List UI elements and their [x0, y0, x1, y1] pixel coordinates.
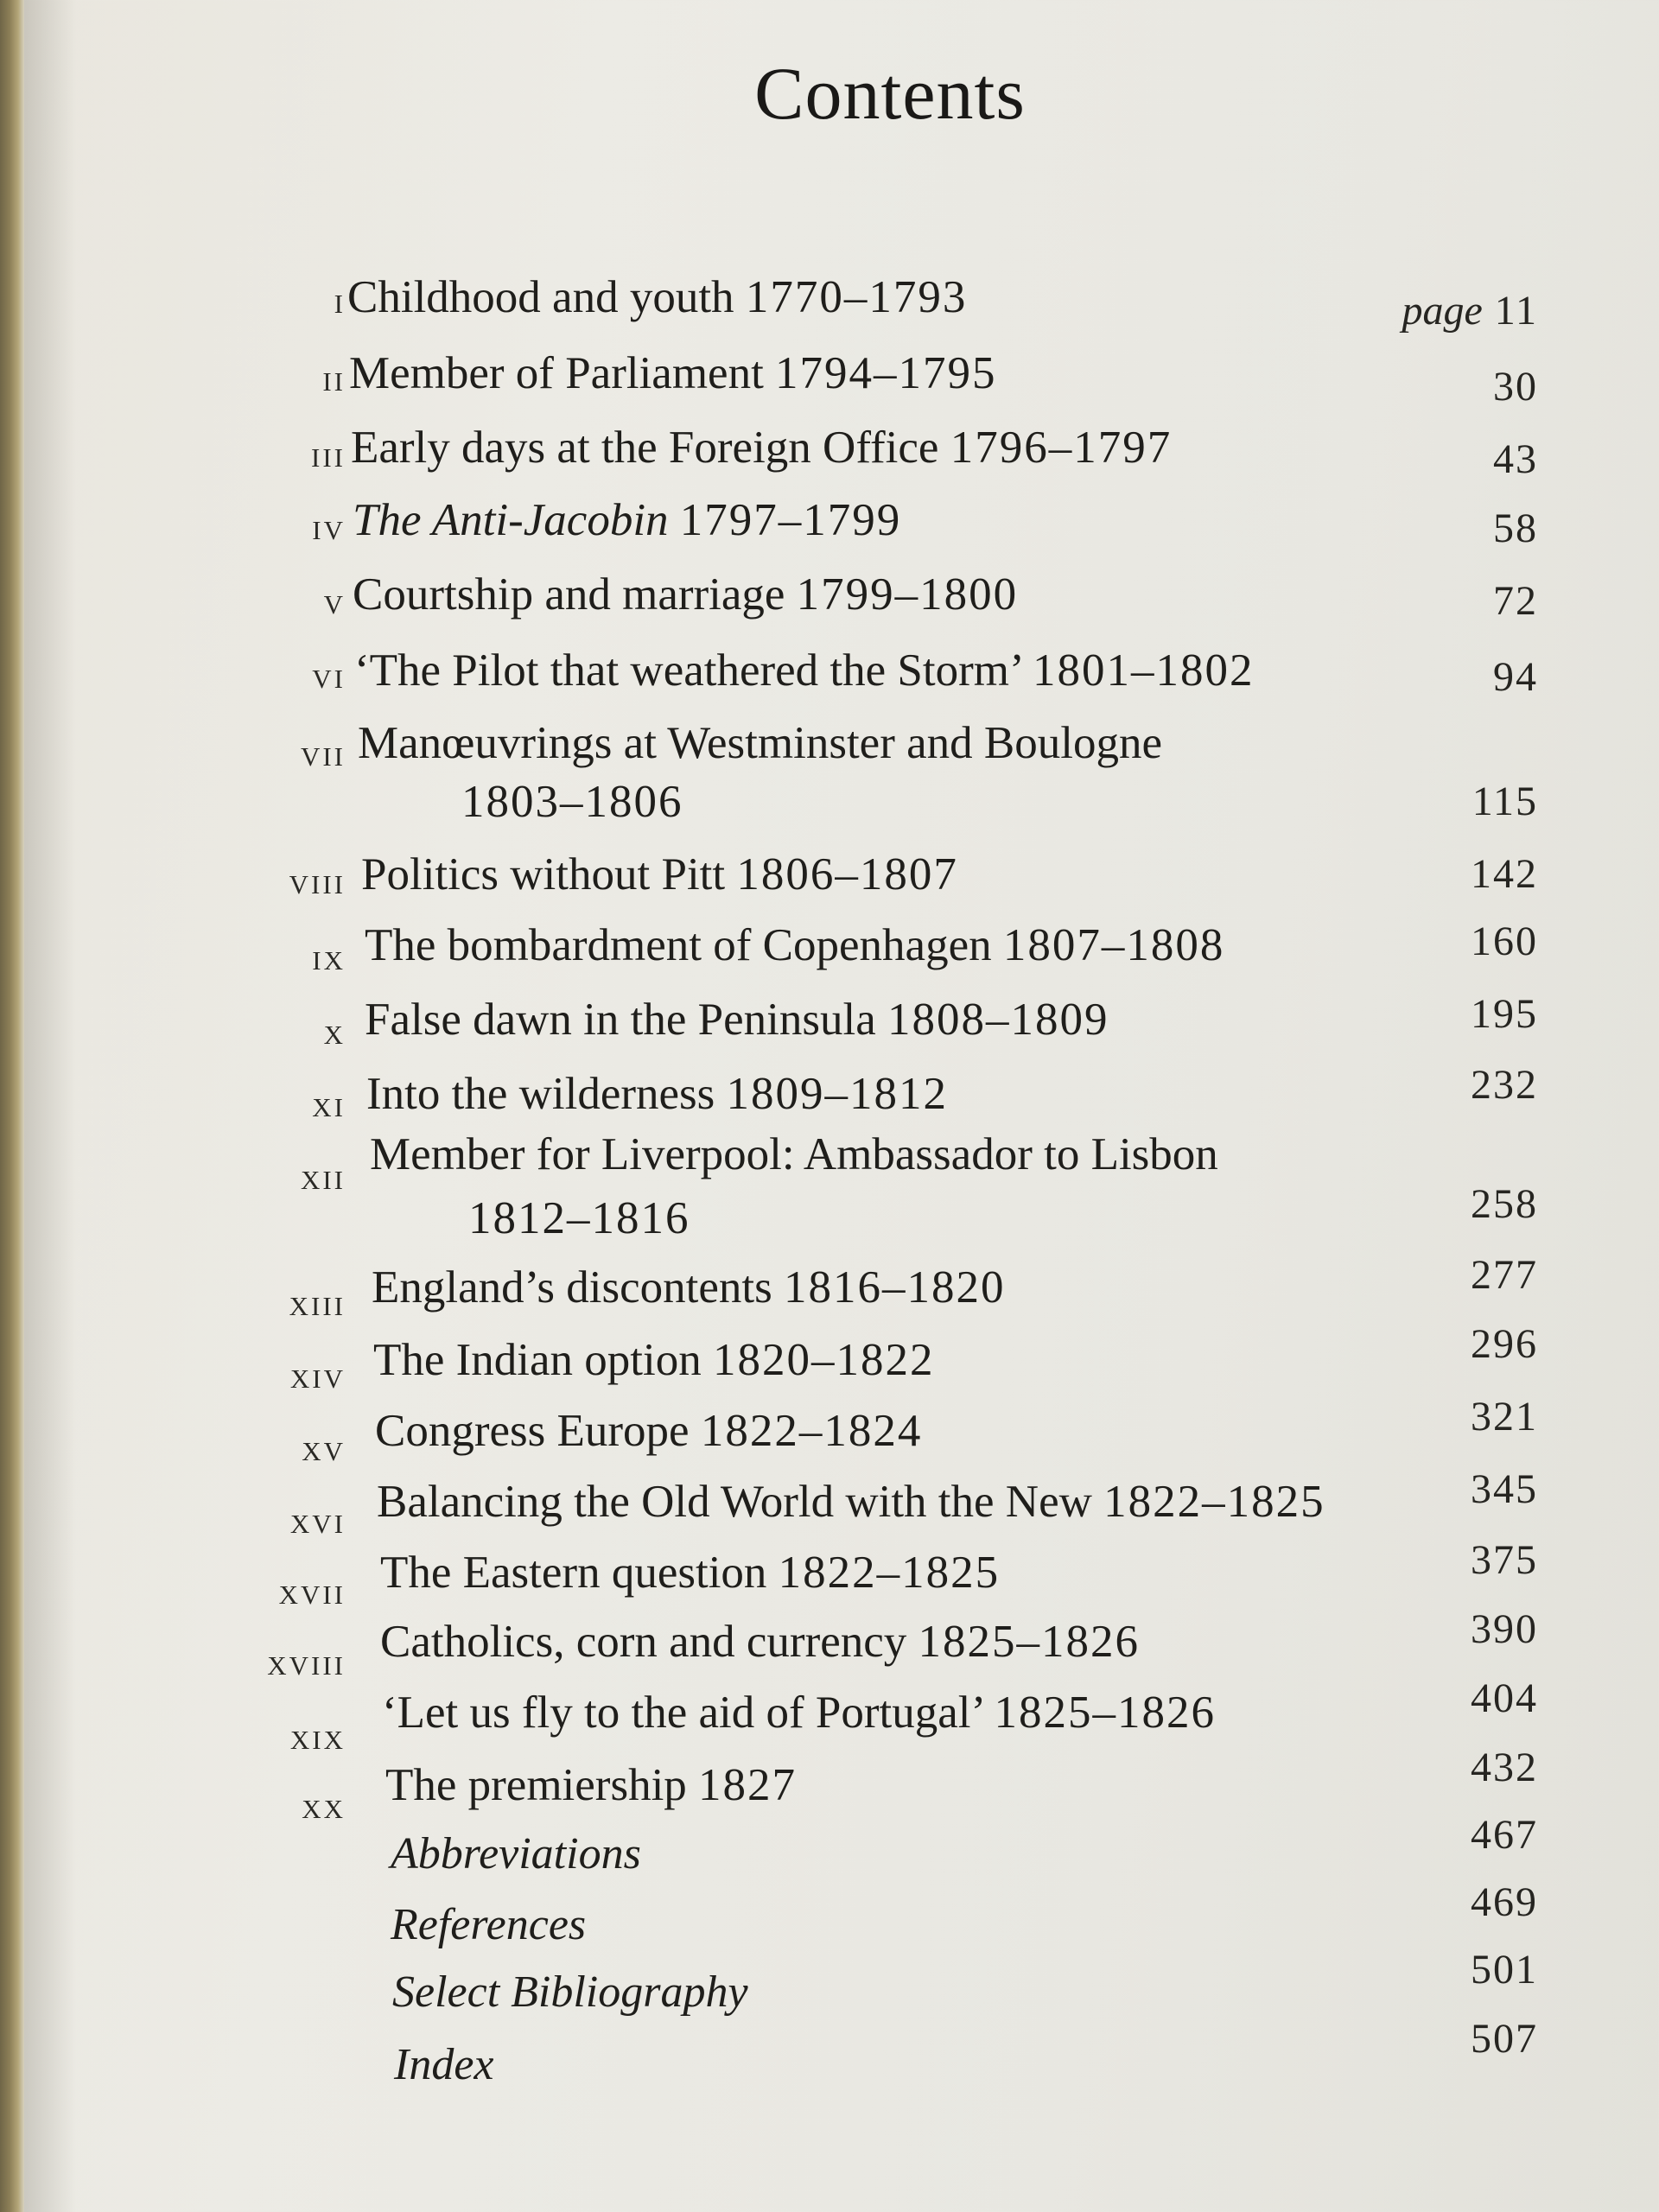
chapter-page: 258: [1471, 1181, 1538, 1227]
chapter-number: iii: [311, 433, 346, 475]
chapter-years: 1808–1809: [887, 995, 1109, 1045]
chapter-years: 1822–1824: [700, 1406, 923, 1456]
chapter-number: ix: [312, 936, 346, 978]
chapter-years: 1796–1797: [950, 423, 1173, 473]
chapter-page: 115: [1471, 779, 1538, 824]
chapter-page: 277: [1471, 1252, 1538, 1298]
back-matter-title: Abbreviations: [391, 1829, 641, 1878]
chapter-number: xiii: [289, 1281, 346, 1324]
chapter-title: The bombardment of Copenhagen: [365, 920, 992, 970]
chapter-years: 1801–1802: [1032, 645, 1255, 696]
chapter-page: 142: [1471, 851, 1538, 897]
chapter-title-row: [365, 994, 1109, 1046]
chapter-title: Politics without Pitt: [361, 849, 726, 899]
back-matter-title: References: [391, 1900, 587, 1949]
chapter-title-row: [385, 1759, 797, 1811]
chapter-page: 390: [1471, 1606, 1538, 1652]
chapter-page: 58: [1493, 505, 1538, 551]
chapter-title-row: [361, 849, 958, 900]
chapter-title: The Indian option: [373, 1335, 702, 1385]
page-word: page: [1402, 288, 1483, 334]
chapter-title-row: [351, 422, 1172, 474]
chapter-number: xv: [302, 1427, 346, 1469]
chapter-page: 72: [1493, 578, 1538, 624]
chapter-page: 232: [1471, 1062, 1538, 1108]
chapter-title-row: [382, 1687, 1216, 1738]
chapter-title: Into the wilderness: [366, 1069, 715, 1119]
chapter-number: xix: [289, 1715, 346, 1758]
chapter-years: 1807–1808: [1002, 920, 1225, 970]
chapter-number: xi: [312, 1083, 346, 1125]
chapter-title-row: [353, 494, 901, 546]
chapter-years: 1803–1806: [461, 777, 683, 827]
chapter-page: 375: [1471, 1537, 1538, 1583]
back-matter-page: 501: [1471, 1947, 1538, 1993]
chapter-years: 1822–1825: [778, 1548, 1001, 1598]
chapter-number: iv: [312, 505, 346, 548]
chapter-page: 321: [1471, 1394, 1538, 1440]
chapter-title: ‘Let us fly to the aid of Portugal’: [382, 1688, 983, 1738]
chapter-title-row: [353, 569, 1018, 620]
chapter-page: 30: [1493, 364, 1538, 410]
chapter-page: 432: [1471, 1745, 1538, 1790]
chapter-title-row: [380, 1547, 1000, 1599]
chapter-number: x: [323, 1010, 346, 1052]
chapter-number: v: [323, 580, 346, 622]
chapter-title: Early days at the Foreign Office: [351, 423, 939, 473]
chapter-page-row: [1331, 287, 1538, 334]
chapter-number: xvii: [278, 1570, 346, 1612]
chapter-years: 1812–1816: [468, 1193, 690, 1243]
chapter-title-italic: The Anti-Jacobin: [353, 495, 669, 545]
chapter-number: ii: [322, 357, 346, 399]
chapter-title: Member of Parliament: [349, 348, 764, 398]
chapter-years: 1770–1793: [745, 272, 968, 322]
chapter-title: ‘The Pilot that weathered the Storm’: [354, 645, 1021, 696]
chapter-title-row: [380, 1616, 1140, 1668]
chapter-title-row: [372, 1262, 1005, 1313]
chapter-page: 11: [1494, 288, 1538, 334]
chapter-years: 1799–1800: [796, 569, 1019, 620]
chapter-years: 1820–1822: [713, 1335, 935, 1385]
chapter-title-row: [373, 1334, 935, 1386]
chapter-page: 404: [1471, 1675, 1538, 1721]
chapter-title-row: [365, 919, 1224, 971]
chapter-title-row: [377, 1476, 1325, 1528]
chapter-title: False dawn in the Peninsula: [365, 995, 876, 1045]
back-matter-page: 469: [1471, 1879, 1538, 1925]
page-title: Contents: [754, 52, 1026, 135]
chapter-number: xiv: [289, 1354, 346, 1396]
chapter-title-row: [375, 1405, 922, 1457]
chapter-title: England’s discontents: [372, 1262, 772, 1313]
chapter-number: i: [334, 279, 346, 321]
chapter-title-row: [347, 271, 967, 323]
chapter-years: 1822–1825: [1103, 1477, 1325, 1527]
chapter-number: xii: [300, 1155, 346, 1198]
chapter-years: 1825–1826: [918, 1617, 1141, 1667]
chapter-title: Catholics, corn and currency: [380, 1617, 907, 1667]
chapter-title: Congress Europe: [375, 1406, 690, 1456]
chapter-title: Courtship and marriage: [353, 569, 785, 620]
chapter-page: 160: [1471, 918, 1538, 964]
chapter-number: xviii: [267, 1641, 346, 1683]
chapter-years: 1797–1799: [679, 495, 902, 545]
back-matter-title: Index: [394, 2040, 494, 2089]
chapter-title: Manœuvrings at Westminster and Boulogne: [358, 718, 1162, 768]
chapter-number: vii: [300, 732, 346, 774]
chapter-years: 1816–1820: [783, 1262, 1006, 1313]
chapter-years: 1794–1795: [775, 348, 997, 398]
chapter-years: 1806–1807: [736, 849, 958, 899]
chapter-number: xx: [302, 1784, 346, 1827]
chapter-page: 345: [1471, 1466, 1538, 1512]
chapter-number: vi: [312, 654, 346, 696]
chapter-page: 296: [1471, 1321, 1538, 1367]
chapter-title-row: [366, 1068, 948, 1120]
chapter-years: 1809–1812: [726, 1069, 949, 1119]
chapter-years: 1827: [698, 1760, 798, 1810]
chapter-number: viii: [289, 860, 346, 902]
chapter-title: Balancing the Old World with the New: [377, 1477, 1092, 1527]
back-matter-page: 507: [1471, 2016, 1538, 2062]
chapter-title: Member for Liverpool: Ambassador to Lisbon: [370, 1129, 1218, 1179]
chapter-title-row: [354, 645, 1254, 696]
chapter-title: The Eastern question: [380, 1548, 767, 1598]
back-matter-page: 467: [1471, 1812, 1538, 1858]
chapter-years: 1825–1826: [994, 1688, 1216, 1738]
back-matter-title: Select Bibliography: [392, 1967, 748, 2017]
chapter-page: 195: [1471, 991, 1538, 1037]
chapter-title-row: [349, 347, 997, 399]
chapter-page: 43: [1493, 436, 1538, 482]
chapter-title: Childhood and youth: [347, 272, 734, 322]
chapter-number: xvi: [289, 1499, 346, 1541]
chapter-page: 94: [1493, 654, 1538, 700]
chapter-title: The premiership: [385, 1760, 687, 1810]
